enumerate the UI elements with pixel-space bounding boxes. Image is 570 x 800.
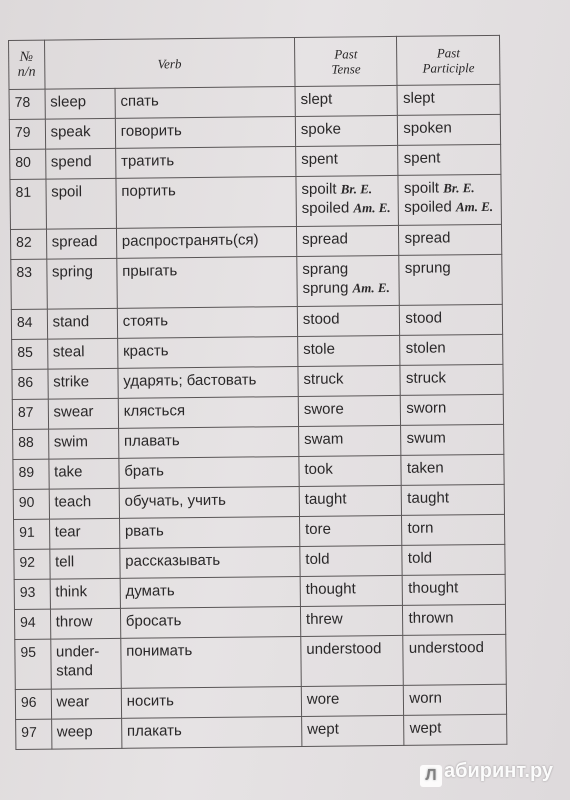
form-line: stolen [405, 339, 446, 357]
verb-english: spend [45, 148, 115, 179]
past-participle-cell [402, 484, 505, 515]
form-line: torn [407, 519, 434, 537]
variant-abbrev: Br. E. [340, 181, 373, 197]
form-line [302, 278, 394, 298]
form-line: stood [405, 309, 443, 327]
past-tense-cell [295, 115, 398, 146]
row-number: 80 [10, 149, 46, 179]
form-line: thought [305, 580, 356, 598]
past-tense-cell [298, 395, 401, 426]
row-number: 92 [14, 549, 50, 579]
verb-russian: ударять; бастовать [118, 366, 298, 398]
verb-english: spoil [46, 178, 117, 229]
verb-russian: обучать, учить [119, 486, 299, 518]
past-participle-cell [404, 684, 507, 715]
row-number: 79 [9, 119, 45, 149]
verb-russian: красть [117, 336, 297, 368]
form-line [301, 179, 393, 199]
form-line: struck [303, 370, 344, 388]
verb-english: weep [51, 718, 121, 749]
verb-russian: думать [120, 576, 300, 608]
form-line: taken [406, 459, 444, 477]
form-line: took [304, 460, 333, 478]
labirint-logo-icon: Л [420, 765, 442, 787]
row-number: 89 [13, 459, 49, 489]
past-tense-cell [299, 455, 402, 486]
form-line: understood [306, 640, 382, 658]
past-participle-cell [404, 714, 507, 745]
table-body [9, 84, 507, 749]
past-participle-cell [398, 174, 501, 225]
verb-english: think [50, 578, 120, 609]
table-header-row [9, 35, 500, 89]
past-participle-cell [400, 364, 503, 395]
verb-english: spread [46, 228, 116, 259]
form-line: swam [304, 430, 344, 448]
past-tense-cell [299, 515, 402, 546]
verb-russian: бросать [120, 606, 300, 638]
verb-russian: спать [115, 86, 295, 118]
form-line: swum [406, 429, 446, 447]
verb-english: swear [48, 398, 118, 429]
verb-russian: носить [121, 686, 301, 718]
row-number: 85 [12, 339, 48, 369]
verb-english: swim [48, 428, 118, 459]
form-line: spread [301, 230, 348, 248]
form-line [404, 178, 496, 198]
past-participle-cell [398, 144, 501, 175]
form-line [302, 198, 394, 218]
verb-english: stand [47, 308, 117, 339]
form-line: tore [304, 520, 332, 538]
past-tense-cell [300, 605, 403, 636]
past-participle-cell [400, 304, 503, 335]
past-tense-cell [297, 255, 400, 306]
row-number: 88 [13, 429, 49, 459]
table-row [15, 634, 506, 689]
variant-abbrev: Br. E. [443, 180, 475, 196]
form-line: spent [403, 149, 441, 167]
row-number: 96 [15, 689, 51, 719]
verb-table-wrapper [8, 35, 507, 750]
row-number: 95 [15, 639, 51, 689]
form-line: spoke [300, 120, 341, 138]
row-number: 97 [16, 719, 52, 749]
past-tense-cell [299, 485, 402, 516]
row-number: 93 [14, 579, 50, 609]
past-tense-cell [296, 225, 399, 256]
past-participle-cell [398, 114, 501, 145]
form-line: spoken [403, 119, 452, 137]
form-line: thought [408, 579, 459, 597]
verb-russian: плакать [121, 716, 301, 748]
past-participle-cell [402, 514, 505, 545]
verb-english: tear [49, 518, 119, 549]
past-tense-cell [301, 685, 404, 716]
header-past-participle: Past Participle [397, 35, 500, 85]
form-word: spoiled [301, 199, 354, 217]
form-line: taught [407, 489, 450, 507]
row-number: 81 [10, 179, 46, 229]
table-row [10, 174, 501, 229]
form-line: wept [409, 719, 442, 737]
past-tense-cell [298, 425, 401, 456]
past-participle-cell [399, 224, 502, 255]
row-number: 83 [11, 259, 47, 309]
form-line: worn [409, 689, 442, 707]
form-line: told [407, 549, 433, 567]
past-tense-cell [298, 365, 401, 396]
form-line: struck [405, 369, 447, 387]
form-word: spoiled [404, 198, 457, 216]
verb-russian: рассказывать [120, 546, 300, 578]
past-participle-cell [400, 334, 503, 365]
past-participle-cell [401, 454, 504, 485]
past-tense-cell [297, 305, 400, 336]
past-tense-cell [300, 545, 403, 576]
past-participle-cell [399, 254, 502, 305]
form-line: told [305, 550, 330, 568]
form-line: taught [304, 490, 347, 508]
past-participle-cell [397, 84, 500, 115]
header-past-tense: Past Tense [294, 36, 397, 86]
row-number: 78 [9, 89, 45, 119]
verb-english: throw [50, 608, 120, 639]
past-participle-cell [403, 574, 506, 605]
past-tense-cell [295, 85, 398, 116]
form-line: slept [300, 90, 333, 108]
row-number: 91 [14, 519, 50, 549]
header-verb: Verb [44, 38, 295, 90]
form-line: sprung [404, 259, 451, 277]
past-tense-cell [296, 175, 399, 226]
verb-russian: брать [119, 456, 299, 488]
verb-english: take [48, 458, 118, 489]
verb-english: spring [46, 258, 117, 309]
watermark-text: абиринт.ру [444, 760, 554, 782]
verb-english: steal [47, 338, 117, 369]
past-tense-cell [298, 335, 401, 366]
row-number: 84 [11, 309, 47, 339]
verb-english: speak [45, 118, 115, 149]
form-word: spoilt [301, 180, 341, 198]
past-tense-cell [300, 575, 403, 606]
header-number: № n/n [9, 40, 45, 89]
verb-russian: прыгать [117, 256, 298, 308]
verb-russian: клясться [118, 396, 298, 428]
form-line: understood [408, 639, 484, 657]
form-line: slept [402, 89, 435, 107]
verb-russian: стоять [117, 306, 297, 338]
verb-russian: распространять(ся) [116, 226, 296, 258]
verb-english: strike [48, 368, 118, 399]
verb-russian: рвать [119, 516, 299, 548]
verb-russian: тратить [115, 146, 295, 178]
form-line: wore [306, 690, 340, 708]
row-number: 82 [10, 229, 46, 259]
verb-russian: портить [116, 176, 297, 228]
form-line: stole [303, 340, 335, 358]
past-participle-cell [401, 424, 504, 455]
variant-abbrev: Am. E. [352, 280, 390, 296]
form-line: swore [303, 400, 344, 418]
past-tense-cell [302, 715, 405, 746]
verb-english: sleep [45, 88, 115, 119]
verb-english: teach [49, 488, 119, 519]
verb-russian: плавать [118, 426, 298, 458]
form-line: sprang [302, 260, 349, 278]
past-tense-cell [301, 635, 404, 686]
table-row [16, 714, 507, 749]
row-number: 94 [14, 609, 50, 639]
row-number: 90 [13, 489, 49, 519]
irregular-verbs-table [8, 35, 507, 750]
form-line: threw [305, 610, 343, 628]
past-participle-cell [403, 634, 506, 685]
form-line: spread [404, 229, 451, 247]
past-tense-cell [296, 145, 399, 176]
row-number: 86 [12, 369, 48, 399]
form-word: sprung [302, 279, 353, 297]
verb-english: wear [51, 688, 121, 719]
past-participle-cell [403, 604, 506, 635]
form-word: spoilt [403, 179, 444, 197]
row-number: 87 [12, 399, 48, 429]
variant-abbrev: Am. E. [455, 198, 494, 215]
form-line: wept [307, 720, 339, 738]
verb-english: tell [49, 548, 119, 579]
form-line [404, 197, 496, 217]
verb-russian: говорить [115, 116, 295, 148]
form-line: stood [302, 310, 340, 328]
variant-abbrev: Am. E. [353, 200, 391, 216]
form-line: sworn [406, 399, 447, 417]
form-line: spent [301, 150, 338, 168]
past-participle-cell [401, 394, 504, 425]
table-row [11, 254, 502, 309]
form-line: thrown [408, 609, 454, 627]
verb-russian: понимать [121, 636, 302, 688]
past-participle-cell [402, 544, 505, 575]
watermark [420, 760, 553, 787]
verb-english: under- stand [50, 638, 121, 689]
